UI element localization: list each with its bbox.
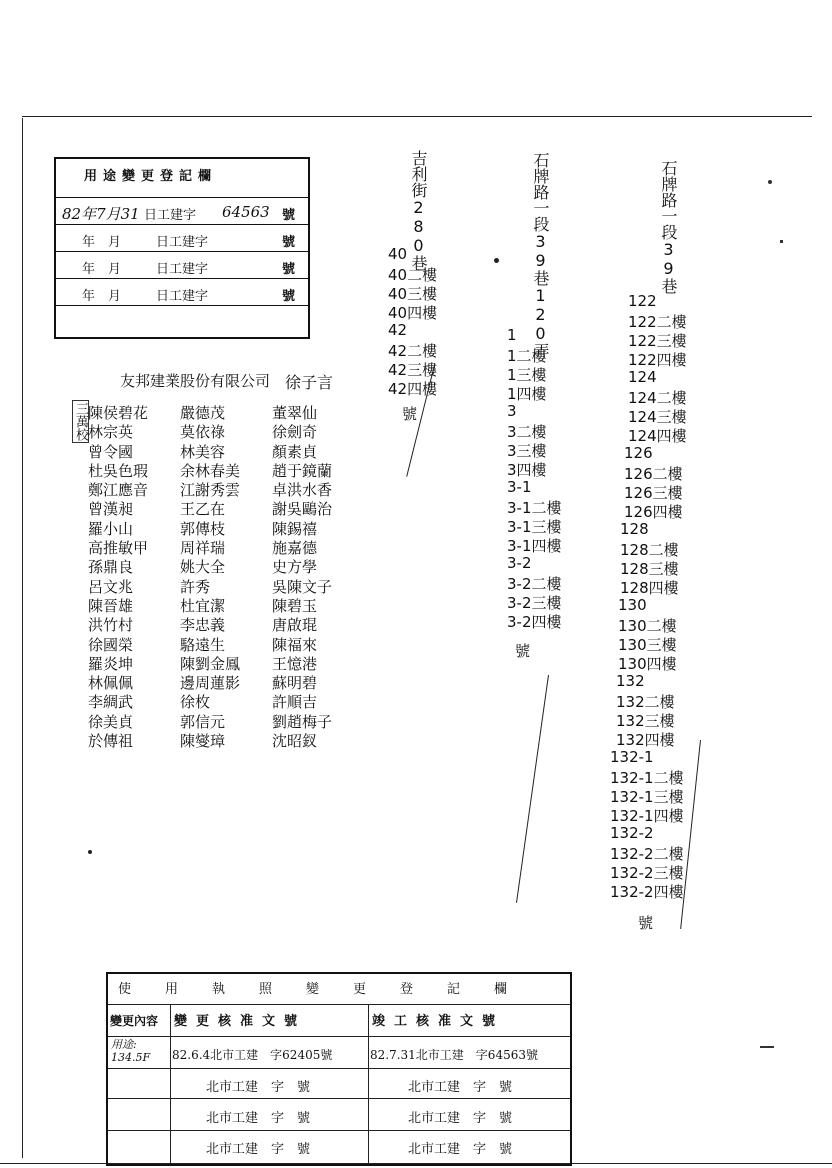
unit-label: 122三樓 [628, 332, 687, 350]
unit-label: 122 [628, 292, 657, 310]
unit-label: 40三樓 [388, 285, 438, 303]
unit-label: 124四樓 [628, 427, 687, 445]
owner-name: 徐枚 [180, 693, 211, 712]
owner-name: 杜宜潔 [180, 596, 226, 615]
row-approval: 北市工建 字 號 [206, 1111, 311, 1126]
unit-label: 3 [507, 402, 517, 420]
owner-row [88, 481, 358, 500]
owner-name: 王憶港 [272, 654, 318, 673]
stamp-row-office: 日工建字 [156, 235, 209, 250]
stamp-row-suffix: 號 [282, 289, 296, 304]
owner-name: 徐劍奇 [272, 423, 318, 442]
unit-label: 42二樓 [388, 342, 438, 360]
owner-name: 周祥瑞 [180, 539, 226, 558]
unit-label: 3-2 [507, 554, 532, 572]
stamp-row-date: 年 月 [82, 289, 122, 304]
owner-name: 王乙在 [180, 500, 226, 519]
page-top-border [22, 116, 812, 117]
owner-row [88, 713, 358, 732]
license-change-table [106, 972, 572, 1166]
unit-label: 1四樓 [507, 385, 547, 403]
owner-name: 許秀 [180, 577, 211, 596]
owner-name: 余林春美 [180, 461, 241, 480]
unit-label: 42三樓 [388, 361, 438, 379]
unit-label: 124 [628, 368, 657, 386]
col-header-content: 變更內容 [110, 1014, 159, 1028]
owner-name: 許順吉 [272, 693, 318, 712]
stamp-row-date: 82年7月31 [62, 205, 140, 223]
unit-label: 132二樓 [616, 693, 675, 711]
owner-row [88, 597, 358, 616]
unit-label: 128三樓 [620, 560, 679, 578]
unit-label: 124三樓 [628, 408, 687, 426]
owner-name: 謝吳鷗治 [272, 500, 333, 519]
handwritten-seal: 三萬校 [73, 402, 88, 441]
unit-label: 132-1四樓 [610, 807, 684, 825]
signer-name: 徐子言 [285, 373, 334, 392]
unit-label: 130 [618, 596, 647, 614]
unit-label: 130四樓 [618, 655, 677, 673]
col-header-completion: 竣工核准文號 [372, 1014, 505, 1029]
owner-row [88, 520, 358, 539]
page-left-border [22, 118, 23, 1158]
owner-row [88, 616, 358, 635]
owner-name: 洪竹村 [88, 616, 134, 635]
owner-name: 李忠義 [180, 616, 226, 635]
scan-mark [760, 1046, 774, 1048]
company-name: 友邦建業股份有限公司 [120, 372, 271, 390]
stamp-row-suffix: 號 [282, 208, 296, 223]
col-header-approval: 變更核准文號 [174, 1014, 307, 1029]
unit-label: 1二樓 [507, 347, 547, 365]
scan-mark [768, 180, 772, 184]
unit-label: 3-1三樓 [507, 518, 562, 536]
owner-row [88, 404, 358, 423]
unit-label: 122四樓 [628, 351, 687, 369]
unit-label: 42四樓 [388, 380, 438, 398]
owner-name: 陳燮璋 [180, 732, 226, 751]
owner-row [88, 539, 358, 558]
unit-label: 3-1 [507, 478, 532, 496]
stamp-row-office: 日工建字 [156, 262, 209, 277]
owner-name: 江謝秀雲 [180, 481, 241, 500]
stamp-row-suffix: 號 [282, 262, 296, 277]
unit-label: 3-2三樓 [507, 594, 562, 612]
owner-name: 羅炎坤 [88, 654, 134, 673]
unit-label: 3-1四樓 [507, 537, 562, 555]
owner-name: 姚大全 [180, 558, 226, 577]
unit-label: 40二樓 [388, 266, 438, 284]
unit-label: 128 [620, 520, 649, 538]
owner-row [88, 558, 358, 577]
unit-label: 3二樓 [507, 423, 547, 441]
unit-label: 40 [388, 245, 408, 263]
stamp-row-date: 年 月 [82, 235, 122, 250]
owner-name: 於傳祖 [88, 732, 134, 751]
unit-label: 132-2 [610, 824, 654, 842]
owner-row [88, 655, 358, 674]
stamp-row-date: 年 月 [82, 262, 122, 277]
row-completion: 82.7.31北市工建 字64563號 [370, 1048, 538, 1062]
stamp-row-office: 日工建字 [156, 289, 209, 304]
bracket-line [516, 675, 549, 903]
row-completion: 北市工建 字 號 [408, 1111, 513, 1126]
owner-name: 孫鼎良 [88, 558, 134, 577]
unit-label: 1三樓 [507, 366, 547, 384]
owner-row [88, 578, 358, 597]
stamp-row-number: 64563 [222, 203, 270, 221]
owner-name: 林佩佩 [88, 674, 134, 693]
usage-change-stamp [54, 157, 310, 339]
unit-label: 132-2四樓 [610, 883, 684, 901]
owner-name: 卓洪水香 [272, 481, 333, 500]
scan-mark [88, 850, 92, 854]
owner-name: 劉趙梅子 [272, 712, 333, 731]
unit-footer: 號 [402, 405, 418, 423]
unit-label: 132-1二樓 [610, 769, 684, 787]
owner-name: 徐美貞 [88, 712, 134, 731]
row-content: 用途: 134.5F [111, 1038, 151, 1064]
owner-name: 林美容 [180, 442, 226, 461]
unit-label: 132-2三樓 [610, 864, 684, 882]
unit-label: 42 [388, 321, 408, 339]
unit-label: 132-2二樓 [610, 845, 684, 863]
unit-label: 40四樓 [388, 304, 438, 322]
owner-name: 呂文兆 [88, 577, 134, 596]
owner-row [88, 674, 358, 693]
unit-label: 132 [616, 672, 645, 690]
stamp-row-office: 日工建字 [144, 208, 197, 223]
row-approval: 82.6.4北市工建 字62405號 [172, 1048, 333, 1062]
unit-label: 3四樓 [507, 461, 547, 479]
owner-name: 駱遠生 [180, 635, 226, 654]
owner-name: 董翠仙 [272, 404, 318, 422]
address-header-2: 石牌路一段39巷120弄 [531, 152, 550, 359]
row-approval: 北市工建 字 號 [206, 1080, 311, 1095]
unit-label: 132-1 [610, 748, 654, 766]
owner-name: 陳劉金鳳 [180, 654, 241, 673]
unit-label: 3-1二樓 [507, 499, 562, 517]
owner-name: 郭信元 [180, 712, 226, 731]
scan-mark [494, 258, 499, 263]
owner-name: 陳晉雄 [88, 596, 134, 615]
owner-row [88, 443, 358, 462]
owner-name: 吳陳文子 [272, 577, 333, 596]
owner-name: 陳福來 [272, 635, 318, 654]
owner-name: 曾漢昶 [88, 500, 134, 519]
owner-name: 趙于鏡蘭 [272, 461, 333, 480]
owner-name: 林宗英 [88, 423, 134, 442]
owner-name: 施嘉德 [272, 539, 318, 558]
owner-name: 史方學 [272, 558, 318, 577]
owner-name: 蘇明碧 [272, 674, 318, 693]
unit-footer: 號 [638, 914, 654, 932]
unit-label: 126 [624, 444, 653, 462]
owner-name: 陳侯碧花 [88, 404, 149, 422]
table-title: 使用執照變更登記欄 [118, 982, 542, 997]
owner-name: 嚴德茂 [180, 404, 226, 422]
unit-label: 3三樓 [507, 442, 547, 460]
row-approval: 北市工建 字 號 [206, 1142, 311, 1157]
owner-name: 陳錫禧 [272, 519, 318, 538]
unit-label: 126二樓 [624, 465, 683, 483]
owner-name: 曾令國 [88, 442, 134, 461]
owner-name: 高推敏甲 [88, 539, 149, 558]
unit-label: 132四樓 [616, 731, 675, 749]
owner-name: 李綢武 [88, 693, 134, 712]
owner-table [88, 404, 358, 751]
owner-row [88, 693, 358, 712]
owner-row [88, 732, 358, 751]
stamp-row-suffix: 號 [282, 235, 296, 250]
owner-name: 顏素貞 [272, 442, 318, 461]
owner-name: 陳碧玉 [272, 596, 318, 615]
unit-label: 132三樓 [616, 712, 675, 730]
address-header-3: 石牌路一段39巷 [659, 160, 678, 294]
owner-row [88, 423, 358, 442]
unit-label: 130三樓 [618, 636, 677, 654]
unit-label: 126三樓 [624, 484, 683, 502]
owner-name: 鄭江應音 [88, 481, 149, 500]
owner-name: 沈昭釵 [272, 732, 318, 751]
unit-label: 124二樓 [628, 389, 687, 407]
unit-label: 128二樓 [620, 541, 679, 559]
unit-label: 3-2二樓 [507, 575, 562, 593]
owner-row [88, 500, 358, 519]
address-header-1: 吉利街280巷 [409, 150, 428, 271]
stamp-title: 用途變更登記欄 [84, 169, 218, 184]
unit-label: 3-2四樓 [507, 613, 562, 631]
unit-label: 132-1三樓 [610, 788, 684, 806]
owner-row [88, 462, 358, 481]
owner-name: 邊周蓮影 [180, 674, 241, 693]
row-completion: 北市工建 字 號 [408, 1080, 513, 1095]
unit-label: 1 [507, 326, 517, 344]
owner-row [88, 636, 358, 655]
unit-label: 128四樓 [620, 579, 679, 597]
unit-label: 122二樓 [628, 313, 687, 331]
owner-name: 莫依祿 [180, 423, 226, 442]
unit-label: 130二樓 [618, 617, 677, 635]
owner-name: 郭傳枝 [180, 519, 226, 538]
owner-name: 徐國榮 [88, 635, 134, 654]
unit-label: 126四樓 [624, 503, 683, 521]
owner-name: 杜吳色瑕 [88, 461, 149, 480]
unit-footer: 號 [515, 642, 531, 660]
row-completion: 北市工建 字 號 [408, 1142, 513, 1157]
scan-mark [780, 240, 783, 243]
owner-name: 羅小山 [88, 519, 134, 538]
owner-name: 唐啟琨 [272, 616, 318, 635]
